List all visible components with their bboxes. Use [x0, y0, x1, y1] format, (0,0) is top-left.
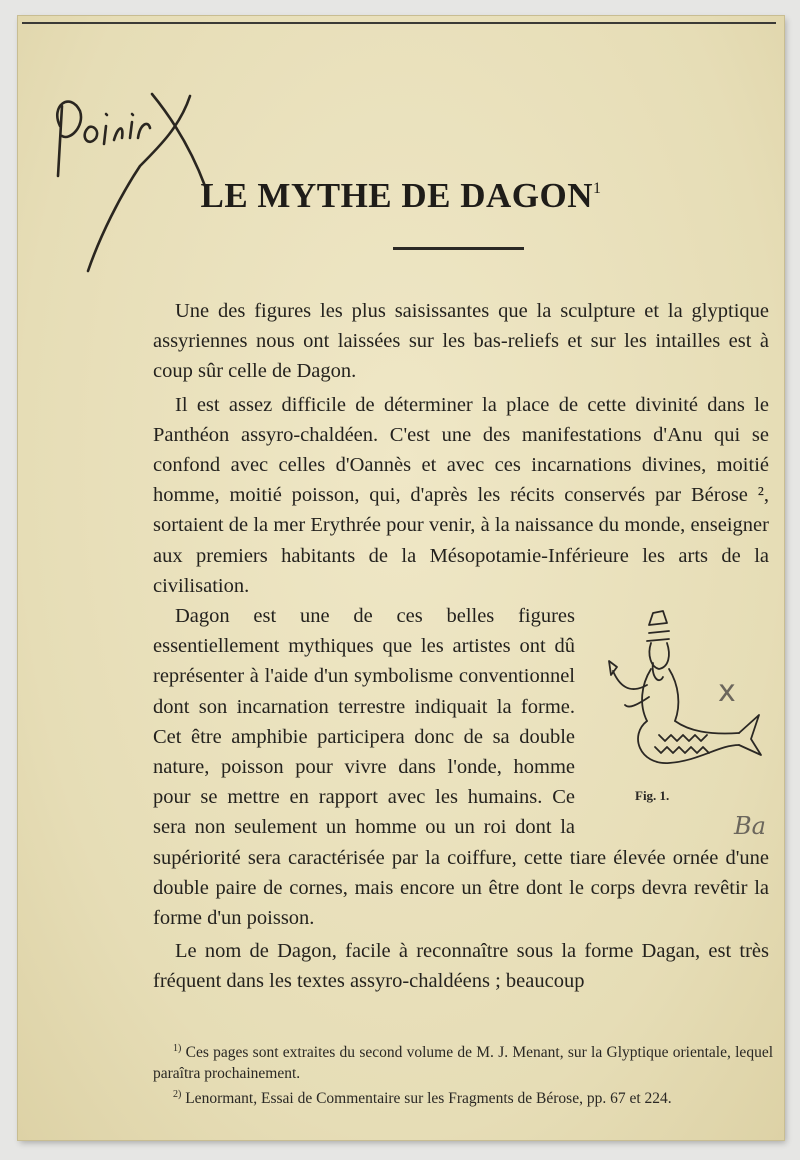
footnote-1-text: Ces pages sont extraites du second volume de M. J. Menant, sur la Glyptique orientale, lequel paraîtra prochainement. [153, 1044, 773, 1083]
figure-1 [589, 605, 769, 817]
pencil-margin-note: Ba [734, 812, 766, 840]
footnote-1-mark: 1) [173, 1043, 182, 1054]
page-title [18, 176, 784, 216]
paragraph-2: Il est assez difficile de déterminer la place de cette divinité dans le Panthéon assyro-chaldéen. C'est une des manifestations d'Anu qui se confond avec celles d'Oannès et avec ces incarnations divines, moitié homme, moitié poisson, qui, d'après les récits conservés par Bérose ², sortaient de la mer Erythrée pour venir, à la naissance du monde, enseigner aux premiers habitants de la Mésopotamie-Inférieure les arts de la civilisation. [153, 393, 769, 597]
paragraph-4: Le nom de Dagon, facile à reconnaître sous la forme Dagan, est très fréquent dans les textes assyro-chaldéens ; beaucoup [153, 940, 769, 993]
merman-illustration [589, 605, 769, 785]
title-rule [393, 247, 524, 250]
title-text: LE MYTHE DE DAGON [200, 176, 594, 215]
figure-caption: Fig. 1. [635, 788, 670, 804]
footnotes [153, 1038, 773, 1109]
body-text [153, 296, 769, 997]
title-footnote-mark: 1 [593, 180, 602, 197]
footnote-2 [153, 1084, 773, 1109]
footnote-1 [153, 1038, 773, 1084]
footnote-2-text: Lenormant, Essai de Commentaire sur les Fragments de Bérose, pp. 67 et 224. [185, 1090, 672, 1108]
paragraph-1: Une des figures les plus saisissantes que la sculpture et la glyptique assyriennes nous ont laissées sur les bas-reliefs et sur les intailles est à coup sûr celle de Dagon. [153, 300, 769, 383]
top-border [22, 22, 776, 24]
paragraph-3: Dagon est une de ces belles figures essentiellement mythiques que les artistes ont dû représenter à l'aide d'un symbolisme conventionnel dont son incarnation terrestre indiquait la forme. Cet être amphibie participera donc de sa double nature, poisson pour vivre dans l'onde, homme pour se mettre en rapport avec les humains. Ce sera non seulement un homme ou un roi dont la supériorité sera caractérisée par la coiffure, cette tiare élevée ornée d'une double paire de cornes, mais encore un être dont le corps devra revêtir la forme d'un poisson. [153, 605, 769, 930]
pencil-cross-mark: x [718, 674, 736, 709]
footnote-2-mark: 2) [173, 1089, 182, 1101]
document-page [18, 16, 784, 1140]
